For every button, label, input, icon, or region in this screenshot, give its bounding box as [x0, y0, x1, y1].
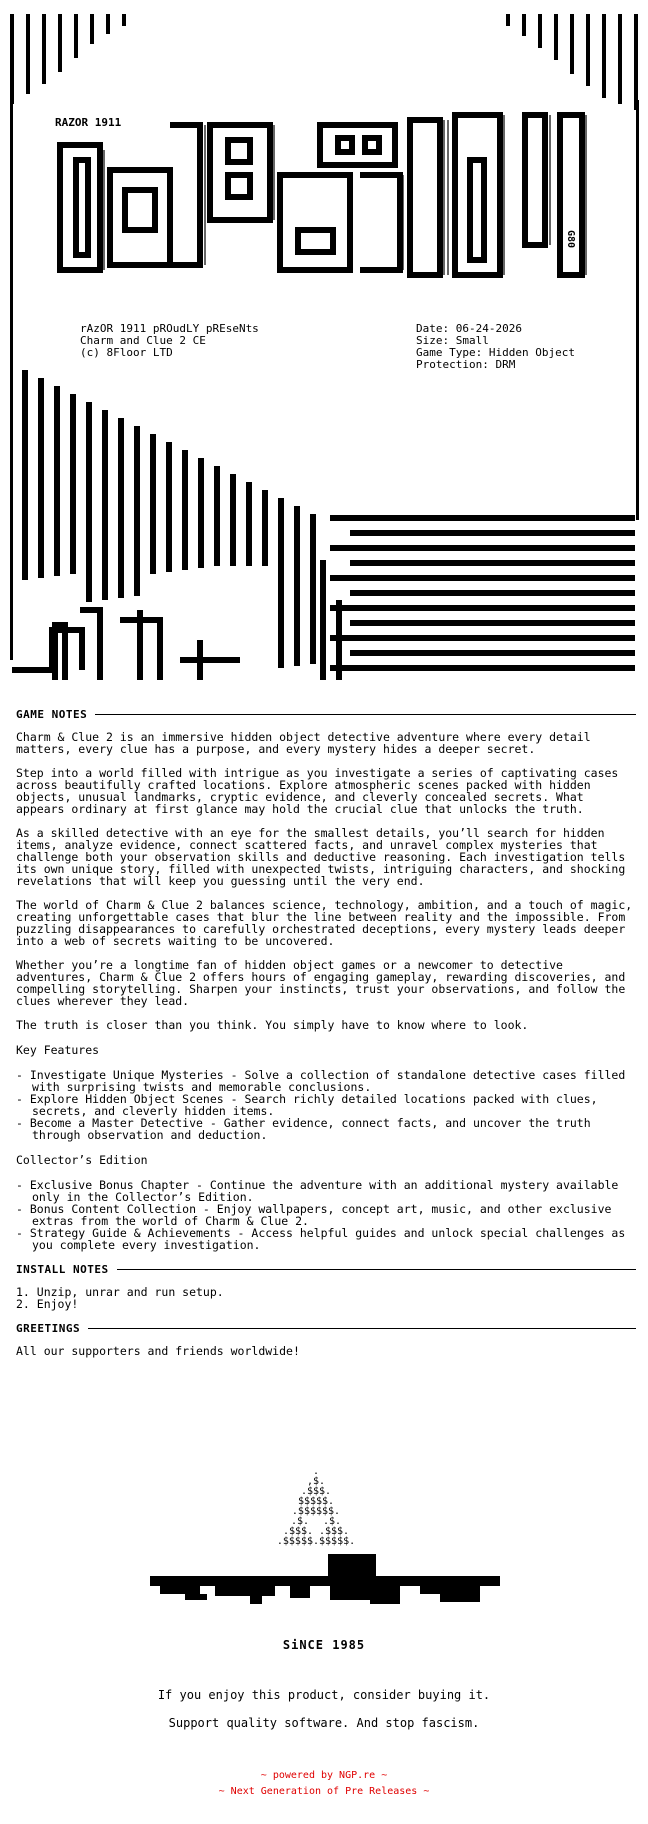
game-notes-paragraph: The world of Charm & Clue 2 balances science, technology, ambition, and a touch of magic, creating unforgettable cases that blur the line between reality and the impossible. From puzzling disappearances to carefully orchestrated deceptions, every mystery leads deeper into a web of secrets waiting to be uncovered.	[16, 898, 633, 948]
ngp-tagline-link[interactable]: ~ Next Generation of Pre Releases ~	[218, 1786, 430, 1797]
side-tag: G80	[565, 230, 576, 249]
ngp-block-logo	[150, 1554, 500, 1604]
list-item: 1. Unzip, unrar and run setup.	[16, 1285, 224, 1299]
list-item: - Investigate Unique Mysteries - Solve a collection of standalone detective cases filled with surprising twists and memorable conclusions.	[16, 1068, 626, 1094]
install-notes-heading: INSTALL NOTES	[16, 1263, 109, 1276]
list-item: - Bonus Content Collection - Enjoy wallpapers, concept art, music, and other exclusive extras from the world of Charm & Clue 2.	[16, 1202, 612, 1228]
release-protection: Protection: DRM	[416, 358, 516, 371]
game-notes-paragraph: The truth is closer than you think. You simply have to know where to look.	[16, 1018, 529, 1032]
ce-features-list	[16, 1179, 636, 1251]
svg-text:.$$$.: .$$$.	[282, 1526, 314, 1537]
svg-text:.$.: .$.	[322, 1516, 342, 1527]
group-tag: RAZOR 1911	[55, 116, 122, 129]
game-notes-paragraph: Whether you’re a longtime fan of hidden object games or a newcomer to detective adventures, Charm & Clue 2 offers hours of engaging gameplay, rewarding discoveries, and compelling storytelling. Sharpen your instincts, trust your observations, and follow the clues wherever they lead.	[16, 958, 626, 1008]
svg-text:.$$$.: .$$$.	[300, 1486, 332, 1497]
list-item: - Exclusive Bonus Chapter - Continue the adventure with an additional mystery available only in the Collector’s Edition.	[16, 1178, 619, 1204]
ascii-bottom-blocks	[12, 610, 240, 680]
svg-text:.$$$$$.$$$$$.: .$$$$$.$$$$$.	[276, 1536, 356, 1547]
divider	[88, 1328, 636, 1329]
top-left-dots	[10, 14, 126, 104]
key-features-list	[16, 1069, 636, 1141]
release-info-left	[80, 323, 259, 359]
release-line-1: rAzOR 1911 pROudLY pREseNts	[80, 322, 259, 335]
key-features-title: Key Features	[16, 1043, 100, 1057]
support-line-2: Support quality software. And stop fascism.	[168, 1716, 480, 1730]
footer-logo-art	[0, 1460, 648, 1620]
list-item: 2. Enjoy!	[16, 1297, 79, 1311]
svg-text:.$.: .$.	[290, 1516, 310, 1527]
game-notes-header	[16, 708, 636, 721]
greetings-heading: GREETINGS	[16, 1322, 81, 1335]
install-steps	[16, 1286, 636, 1310]
greetings-text: All our supporters and friends worldwide!	[16, 1344, 300, 1358]
top-right-dots	[506, 14, 638, 110]
game-notes-heading: GAME NOTES	[16, 708, 88, 721]
list-item: - Strategy Guide & Achievements - Access helpful guides and unlock special challenges as you complete every investigation.	[16, 1226, 626, 1252]
svg-text:.: .	[312, 1466, 320, 1477]
greetings-header	[16, 1322, 636, 1335]
release-date: Date: 06-24-2026	[416, 322, 522, 335]
release-type: Game Type: Hidden Object	[416, 346, 575, 359]
game-notes-paragraph: As a skilled detective with an eye for the smallest details, you’ll search for hidden items, analyze evidence, connect scattered facts, and unravel complex mysteries that challenge both your observation skills and deductive reasoning. Each investigation tells its own unique story, filled with unexpected twists, intriguing characters, and shocking revelations that will keep you guessing until the very end.	[16, 826, 626, 888]
svg-text:,$.: ,$.	[306, 1476, 326, 1487]
dollar-triangle	[277, 1466, 355, 1547]
ce-title: Collector’s Edition	[16, 1153, 148, 1167]
game-notes-paragraph: Charm & Clue 2 is an immersive hidden object detective adventure where every detail matters, every clue has a purpose, and every mystery hides a deeper secret.	[16, 730, 591, 756]
release-line-3: (c) 8Floor LTD	[80, 346, 173, 359]
nfo-content	[16, 708, 636, 1369]
list-item: - Become a Master Detective - Gather evidence, connect facts, and uncover the truth through observation and deduction.	[16, 1116, 591, 1142]
release-line-2: Charm and Clue 2 CE	[80, 334, 206, 347]
install-notes-header	[16, 1263, 636, 1276]
support-line-1: If you enjoy this product, consider buying it.	[157, 1688, 491, 1702]
game-notes-paragraph: Step into a world filled with intrigue as you investigate a series of captivating cases across beautifully crafted locations. Explore atmospheric scenes packed with hidden objects, unusual landmarks, cryptic evidence, and cleverly concealed secrets. What appears ordinary at first glance may hold the crucial clue that unlocks the truth.	[16, 766, 619, 816]
since-label: SiNCE 1985	[282, 1638, 366, 1652]
divider	[95, 714, 636, 715]
ascii-staircase-right	[320, 515, 635, 680]
release-info-right	[416, 323, 575, 371]
divider	[117, 1269, 636, 1270]
svg-text:.$$$.: .$$$.	[318, 1526, 350, 1537]
powered-by-link[interactable]: ~ powered by NGP.re ~	[260, 1770, 388, 1781]
svg-text:$$$$$.: $$$$$.	[297, 1496, 335, 1507]
release-size: Size: Small	[416, 334, 489, 347]
svg-text:.$$$$$$.: .$$$$$$.	[291, 1506, 341, 1517]
list-item: - Explore Hidden Object Scenes - Search richly detailed locations packed with clues, secrets, and cleverly hidden items.	[16, 1092, 598, 1118]
